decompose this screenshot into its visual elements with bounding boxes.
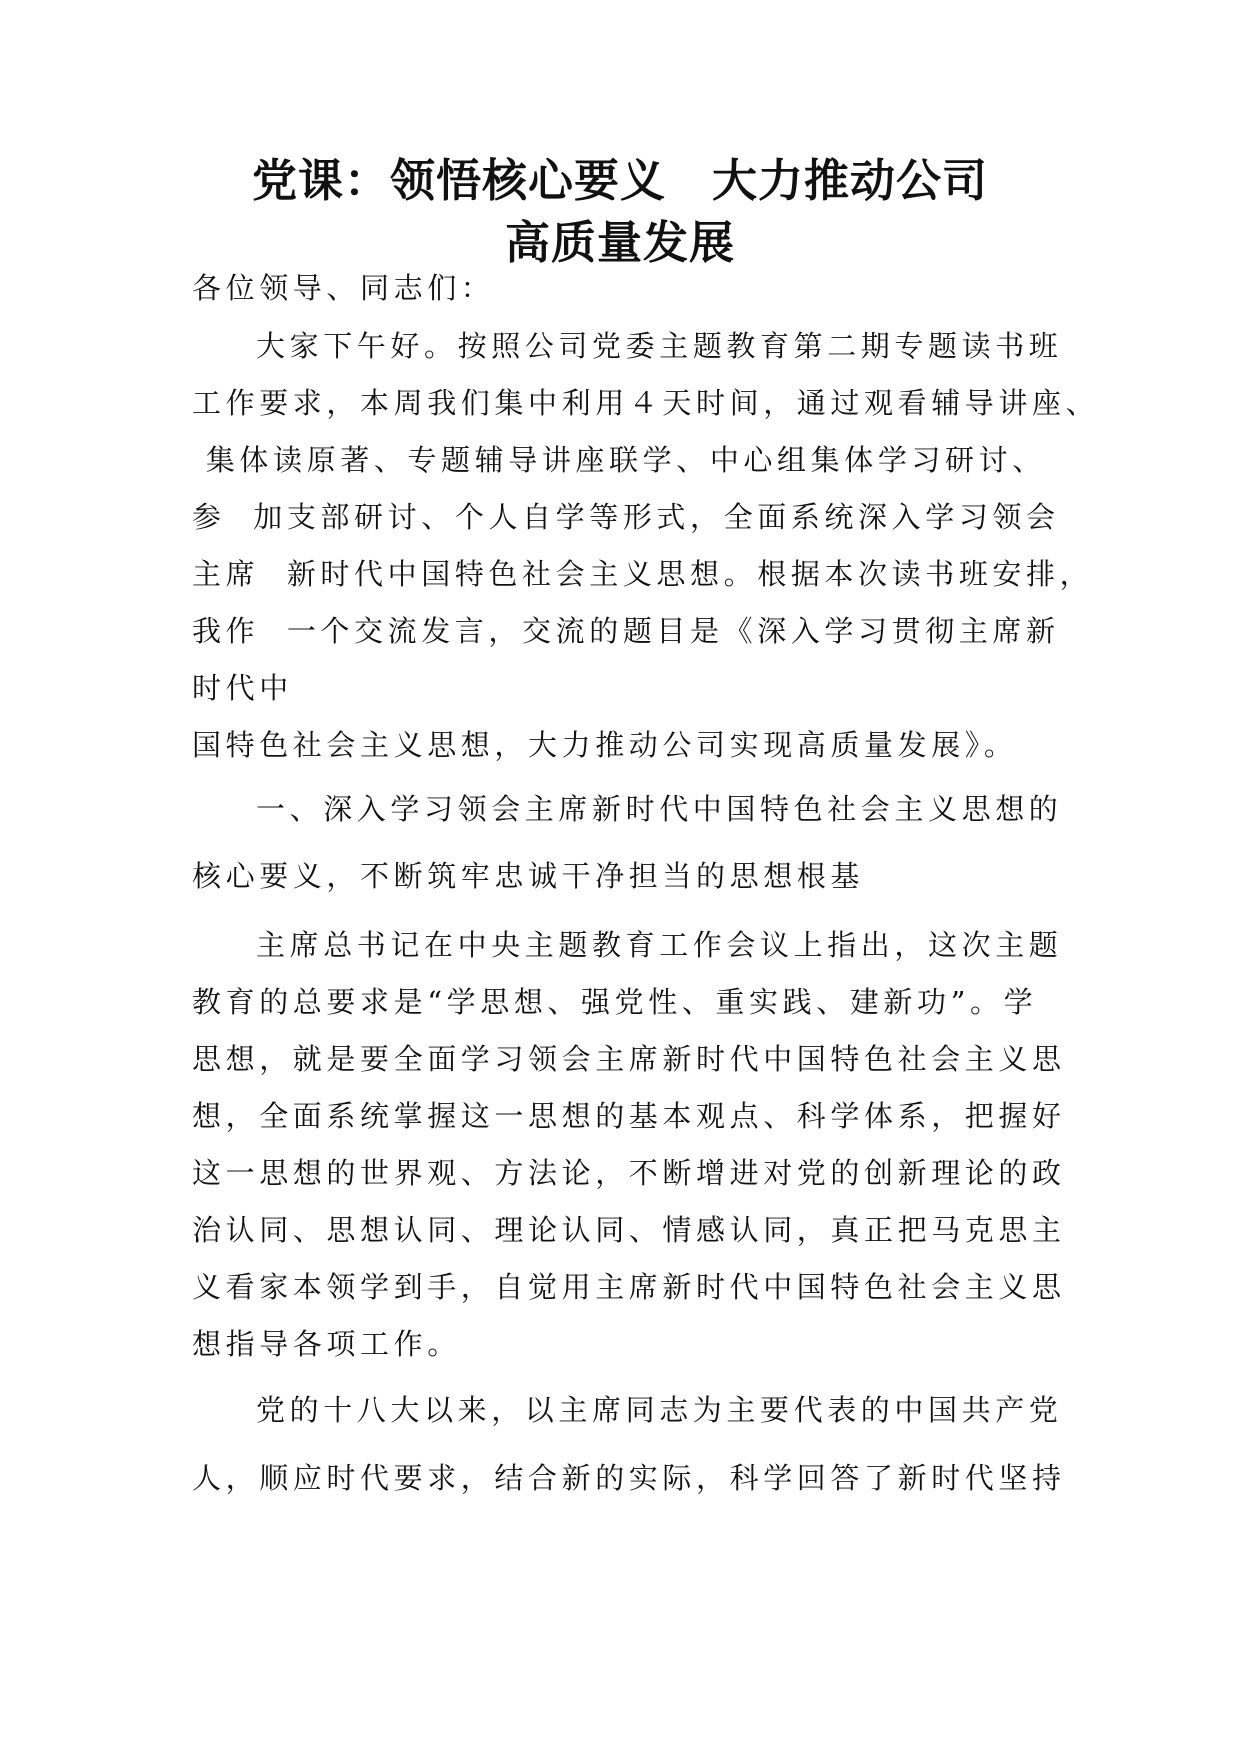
paragraph-line: 人，顺应时代要求，结合新的实际，科学回答了新时代坚持 [192,1461,1066,1495]
paragraph-line: 想，全面系统掌握这一思想的基本观点、科学体系，把握好 [192,1099,1066,1133]
paragraph-line: 参 加支部研讨、个人自学等形式，全面系统深入学习领会 [192,500,1060,534]
paragraph-line: 时代中 [192,671,293,705]
paragraph-line: 大家下午好。按照公司党委主题教育第二期专题读书班 [256,329,1063,363]
paragraph-line: 我作 一个交流发言，交流的题目是《深入学习贯彻主席新 [192,614,1060,648]
salutation: 各位领导、同志们： [192,271,495,305]
document-title-line-2: 高质量发展 [504,216,735,269]
paragraph-line: 主席 新时代中国特色社会主义思想。根据本次读书班安排， [192,557,1094,591]
paragraph-line: 集体读原著、专题辅导讲座联学、中心组集体学习研讨、 [192,443,1046,477]
paragraph-line: 教育的总要求是“学思想、强党性、重实践、建新功”。学 [192,985,1038,1019]
paragraph-line: 主席总书记在中央主题教育工作会议上指出，这次主题 [256,928,1063,962]
paragraph-line: 义看家本领学到手，自觉用主席新时代中国特色社会主义思 [192,1270,1066,1304]
paragraph-line: 党的十八大以来，以主席同志为主要代表的中国共产党 [256,1393,1063,1427]
paragraph-line: 思想，就是要全面学习领会主席新时代中国特色社会主义思 [192,1042,1066,1076]
paragraph-line: 治认同、思想认同、理论认同、情感认同，真正把马克思主 [192,1213,1066,1247]
document-title-line-1: 党课：领悟核心要义 大力推动公司 [251,154,988,207]
paragraph-line: 国特色社会主义思想，大力推动公司实现高质量发展》。 [192,728,1018,762]
heading-line: 核心要义，不断筑牢忠诚干净担当的思想根基 [192,859,865,893]
paragraph-line: 想指导各项工作。 [192,1327,461,1361]
heading-line: 一、深入学习领会主席新时代中国特色社会主义思想的 [256,792,1063,826]
paragraph-line: 工作要求，本周我们集中利用４天时间，通过观看辅导讲座、 [192,386,1100,420]
paragraph-line: 这一思想的世界观、方法论，不断增进对党的创新理论的政 [192,1156,1066,1190]
